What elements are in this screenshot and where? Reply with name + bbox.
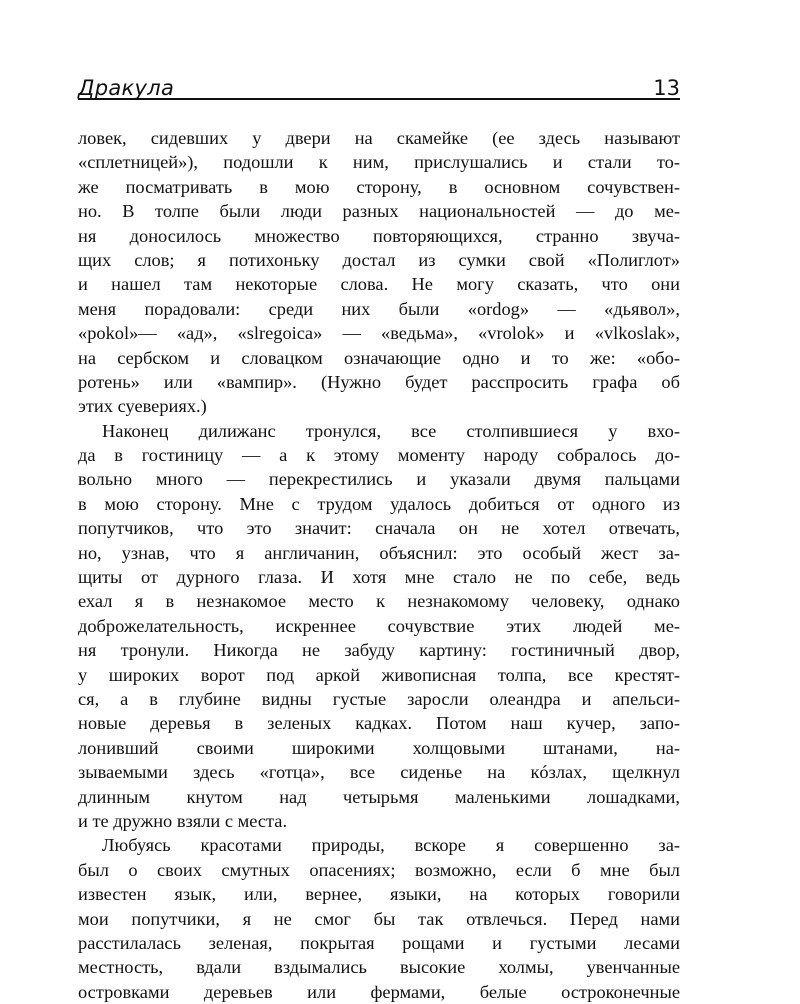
text-line: но. В толпе были люди разных национальностей — до ме- — [78, 201, 680, 222]
running-title: Дракула — [78, 76, 175, 100]
text-line: меня порадовали: среди них были «ordog» — «дьявол», — [78, 298, 680, 319]
text-line: островками деревьев или фермами, белые остроконечные — [78, 981, 680, 1002]
text-line: Наконец дилижанс тронулся, все столпившиеся у вхо- — [102, 420, 680, 441]
text-line: длинным кнутом над четырьмя маленькими лошадками, — [78, 786, 680, 807]
text-line: этих суевериях.) — [78, 396, 207, 417]
text-line: же посматривать в мою сторону, в основном сочувствен- — [78, 176, 680, 197]
text-line: местность, вдали вздымались высокие холмы, увенчанные — [78, 957, 680, 978]
text-line: лонивший своими широкими холщовыми штанами, на- — [78, 737, 680, 758]
text-line: в мою сторону. Мне с трудом удалось добиться от одного из — [78, 493, 680, 514]
text-line: ня доносилось множество повторяющихся, странно звуча- — [78, 225, 680, 246]
page-number: 13 — [653, 76, 680, 100]
text-line: щиты от дурного глаза. И хотя мне стало не по себе, ведь — [78, 567, 680, 588]
text-line: зываемыми здесь «готца», все сиденье на кóзлах, щелкнул — [78, 762, 680, 783]
body-text — [78, 126, 680, 1004]
text-line: ловек, сидевших у двери на скамейке (ее здесь называют — [78, 128, 680, 148]
text-line: известен язык, или, вернее, языки, на которых говорили — [78, 884, 680, 905]
text-line: на сербском и словацком означающие одно и то же: «обо- — [78, 347, 680, 368]
text-line: «сплетницей»), подошли к ним, прислушались и стали то- — [78, 152, 680, 173]
text-line: ротень» или «вампир». (Нужно будет расспросить графа об — [78, 371, 680, 392]
text-line: расстилалась зеленая, покрытая рощами и густыми лесами — [78, 932, 680, 953]
text-line: ехал я в незнакомое место к незнакомому человеку, однако — [78, 591, 680, 612]
text-line: «pokol»— «ад», «slregoica» — «ведьма», «vrolok» и «vlkoslak», — [78, 323, 680, 344]
text-line: но, узнав, что я англичанин, объяснил: это особый жест за- — [78, 542, 680, 563]
running-header — [78, 70, 680, 100]
text-line: и те дружно взяли с места. — [78, 810, 288, 831]
text-line: мои попутчики, я не смог бы так отвлечься. Перед нами — [78, 908, 680, 929]
text-line: ня тронули. Никогда не забуду картину: гостиничный двор, — [78, 640, 680, 661]
text-line: новые деревья в зеленых кадках. Потом наш кучер, запо- — [78, 713, 680, 734]
text-line: ся, а в глубине видны густые заросли олеандра и апельси- — [78, 688, 680, 709]
text-line: доброжелательность, искреннее сочувствие этих людей ме- — [78, 615, 680, 636]
text-line: был о своих смутных опасениях; возможно, если б мне был — [78, 859, 680, 880]
text-line: Любуясь красотами природы, вскоре я совершенно за- — [102, 835, 680, 856]
text-line: да в гостиницу — а к этому моменту народу собралось до- — [78, 445, 680, 466]
header-rule — [78, 98, 680, 100]
text-line: щих слов; я потихоньку достал из сумки свой «Полиглот» — [78, 249, 680, 270]
text-line: и нашел там некоторые слова. Не могу сказать, что они — [78, 274, 680, 295]
text-line: у широких ворот под аркой живописная толпа, все крестят- — [78, 664, 680, 685]
text-line: попутчиков, что это значит: сначала он не хотел отвечать, — [78, 518, 680, 539]
text-line: вольно много — перекрестились и указали двумя пальцами — [78, 469, 680, 490]
